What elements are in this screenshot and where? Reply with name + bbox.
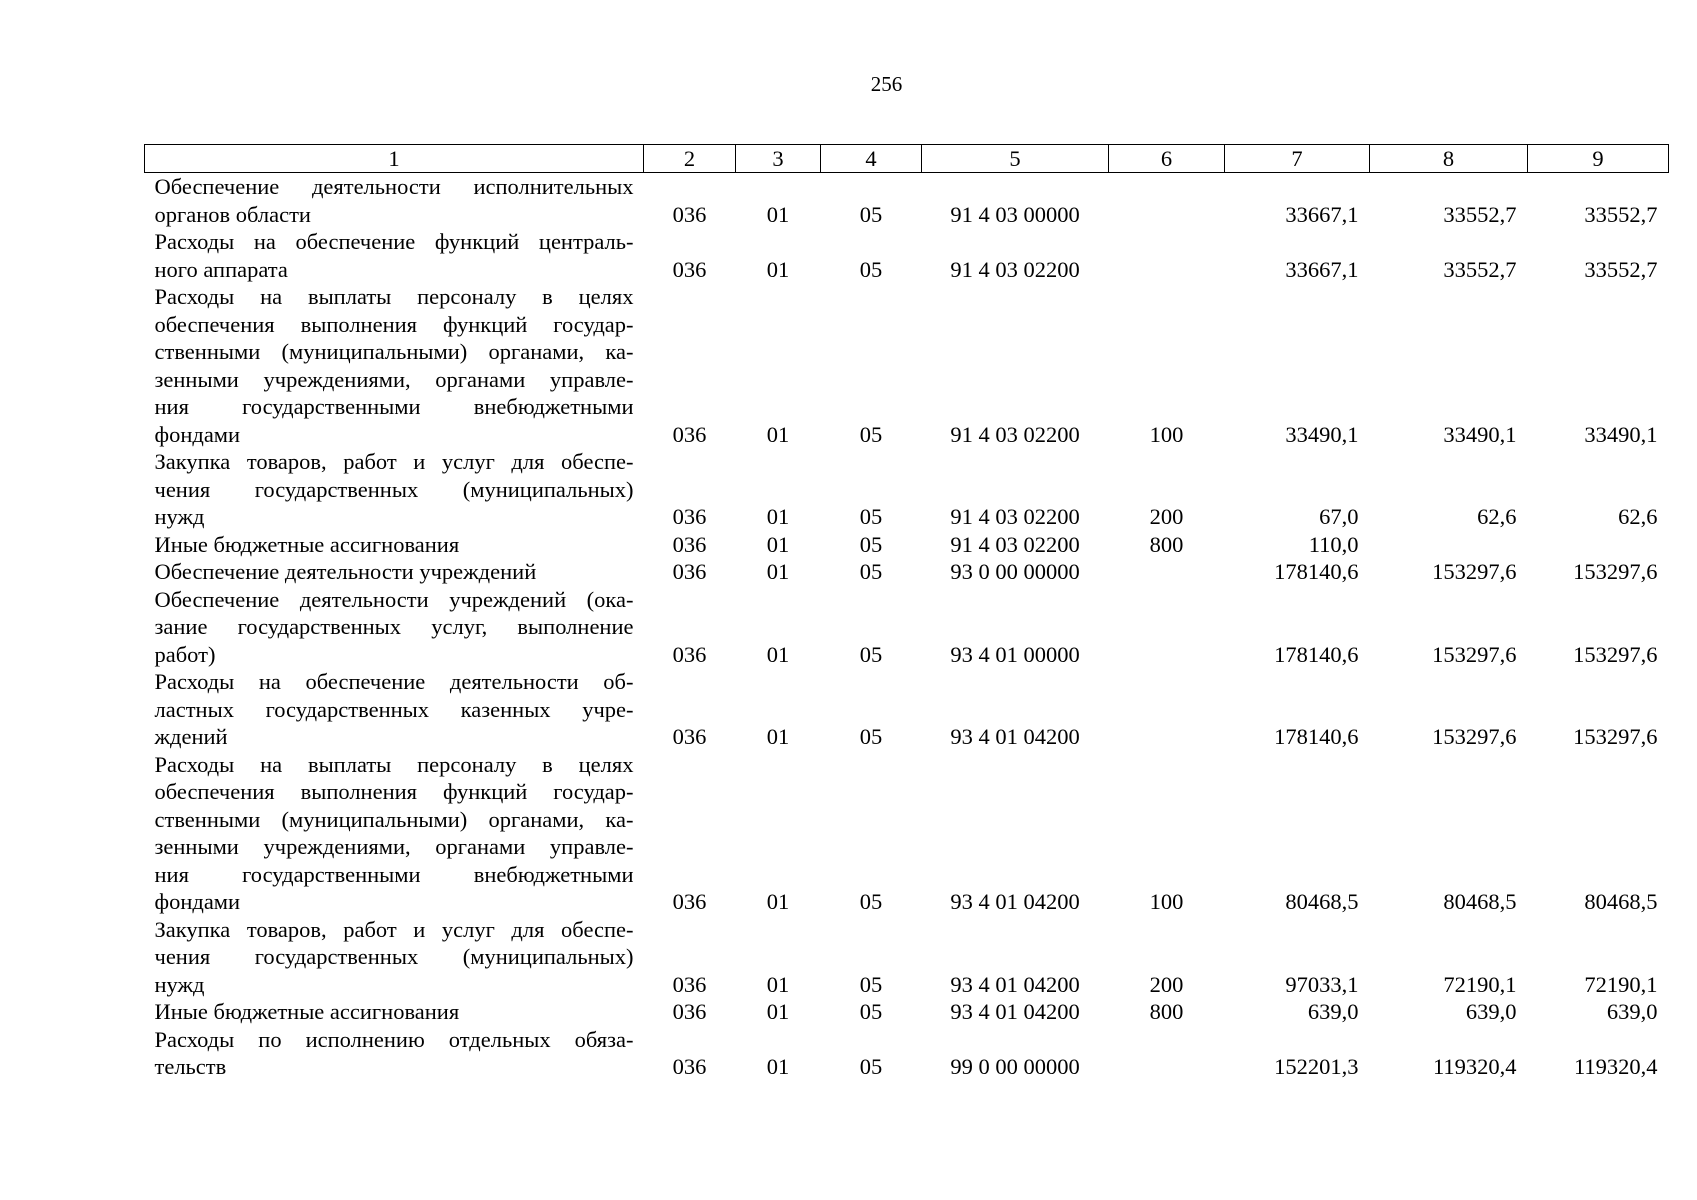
row-description <box>145 586 644 669</box>
section-code-cell: 01 <box>766 201 790 227</box>
amount-col9-cell: 119320,4 <box>1573 1054 1658 1079</box>
amount-col9-cell: 153297,6 <box>1573 724 1658 749</box>
row-description <box>145 668 644 751</box>
description-line: зенными учреждениями, органами управле- <box>154 834 634 859</box>
description-line: Иные бюджетные ассигнования <box>154 531 460 557</box>
row-description <box>145 531 644 559</box>
row-description <box>145 998 644 1026</box>
amount-col8-cell: 72190,1 <box>1443 971 1517 997</box>
expense-type-cell <box>1109 228 1225 283</box>
header-col-9: 9 <box>1528 145 1669 173</box>
section-code-cell: 01 <box>766 504 790 529</box>
ministry-code-cell: 036 <box>672 971 707 997</box>
amount-col8-cell: 33552,7 <box>1443 201 1517 227</box>
section-code-cell: 01 <box>766 559 790 584</box>
target-article-cell: 93 4 01 00000 <box>950 641 1080 667</box>
table-row <box>145 531 1669 559</box>
section-code-cell: 01 <box>766 1054 790 1079</box>
table-row <box>145 586 1669 669</box>
description-line: работ) <box>154 641 216 667</box>
ministry-code-cell: 036 <box>672 559 707 584</box>
table-row <box>145 173 1669 229</box>
description-line: органов области <box>154 201 311 227</box>
target-article-cell: 99 0 00 00000 <box>950 1054 1080 1079</box>
header-col-7: 7 <box>1225 145 1370 173</box>
amount-col8-cell: 639,0 <box>1465 999 1517 1024</box>
target-article-cell: 91 4 03 02200 <box>950 421 1080 447</box>
amount-col9-cell: 33490,1 <box>1584 421 1658 447</box>
expense-type-cell: 100 <box>1149 421 1184 447</box>
subsection-code-cell: 05 <box>859 971 883 997</box>
description-line: ного аппарата <box>154 256 288 282</box>
amount-col8-cell: 33552,7 <box>1443 256 1517 282</box>
page-number: 256 <box>870 72 903 96</box>
description-line: Обеспечение деятельности учреждений <box>154 559 537 584</box>
header-row <box>145 145 1669 173</box>
subsection-code-cell: 05 <box>859 559 883 584</box>
table-row <box>145 558 1669 586</box>
row-description <box>145 751 644 916</box>
table-body <box>145 173 1669 1081</box>
description-line: Расходы на выплаты персоналу в целях <box>154 751 634 777</box>
ministry-code-cell: 036 <box>672 201 707 227</box>
amount-col9-cell: 72190,1 <box>1584 971 1658 997</box>
description-line: Расходы на выплаты персоналу в целях <box>154 284 634 309</box>
expense-type-cell <box>1109 558 1225 586</box>
row-description <box>145 283 644 448</box>
amount-col8-cell: 119320,4 <box>1432 1054 1517 1079</box>
amount-col8-cell: 62,6 <box>1477 504 1517 529</box>
target-article-cell: 93 4 01 04200 <box>950 971 1080 997</box>
section-code-cell: 01 <box>766 724 790 749</box>
section-code-cell: 01 <box>766 421 790 447</box>
description-line: ственными (муниципальными) органами, ка- <box>154 339 634 364</box>
header-col-3: 3 <box>736 145 821 173</box>
target-article-cell: 91 4 03 02200 <box>950 504 1080 529</box>
amount-col7-cell: 33667,1 <box>1285 201 1359 227</box>
amount-col7-cell: 80468,5 <box>1285 889 1359 914</box>
amount-col8-cell: 33490,1 <box>1443 421 1517 447</box>
table-row <box>145 283 1669 448</box>
amount-col7-cell: 33667,1 <box>1285 256 1359 282</box>
amount-col9-cell: 80468,5 <box>1584 889 1658 914</box>
amount-col7-cell: 97033,1 <box>1285 971 1359 997</box>
ministry-code-cell: 036 <box>672 889 707 914</box>
description-line: обеспечения выполнения функций государ- <box>154 311 634 337</box>
description-line: ственными (муниципальными) органами, ка- <box>154 806 634 832</box>
expense-type-cell: 200 <box>1149 504 1184 529</box>
amount-col7-cell: 178140,6 <box>1274 724 1359 749</box>
expense-type-cell: 100 <box>1149 889 1184 914</box>
description-line: обеспечения выполнения функций государ- <box>154 779 634 804</box>
subsection-code-cell: 05 <box>859 531 883 557</box>
expense-type-cell: 200 <box>1149 971 1184 997</box>
amount-col9-cell: 33552,7 <box>1584 201 1658 227</box>
description-line: Расходы на обеспечение функций централь- <box>154 229 634 254</box>
target-article-cell: 91 4 03 02200 <box>950 531 1080 557</box>
section-code-cell: 01 <box>766 641 790 667</box>
row-description <box>145 1026 644 1081</box>
table-header <box>145 145 1669 173</box>
amount-col9-cell: 639,0 <box>1606 999 1658 1024</box>
description-line: ния государственными внебюджетными <box>154 861 634 887</box>
description-line: Иные бюджетные ассигнования <box>154 999 460 1024</box>
expense-type-cell <box>1109 173 1225 229</box>
row-description <box>145 916 644 999</box>
description-line: чения государственных (муниципальных) <box>154 476 634 502</box>
description-line: Расходы по исполнению отдельных обяза- <box>154 1026 634 1052</box>
row-description <box>145 173 644 229</box>
amount-col7-cell: 178140,6 <box>1274 559 1359 584</box>
description-line: нужд <box>154 504 205 529</box>
description-line: фондами <box>154 421 241 447</box>
description-line: зание государственных услуг, выполнение <box>154 614 634 639</box>
ministry-code-cell: 036 <box>672 256 707 282</box>
ministry-code-cell: 036 <box>672 504 707 529</box>
amount-col8-cell: 153297,6 <box>1432 724 1517 749</box>
description-line: Обеспечение деятельности исполнительных <box>154 174 634 199</box>
amount-col9-cell: 153297,6 <box>1573 641 1658 667</box>
target-article-cell: 93 4 01 04200 <box>950 724 1080 749</box>
subsection-code-cell: 05 <box>859 201 883 227</box>
description-line: Обеспечение деятельности учреждений (ока- <box>154 586 634 612</box>
table-row <box>145 668 1669 751</box>
subsection-code-cell: 05 <box>859 889 883 914</box>
target-article-cell: 93 4 01 04200 <box>950 889 1080 914</box>
expense-type-cell <box>1109 586 1225 669</box>
expense-type-cell: 800 <box>1149 531 1184 557</box>
description-line: чения государственных (муниципальных) <box>154 944 634 969</box>
amount-col9-cell: 33552,7 <box>1584 256 1658 282</box>
description-line: Закупка товаров, работ и услуг для обеспе- <box>154 449 634 474</box>
description-line: Закупка товаров, работ и услуг для обеспе- <box>154 916 634 942</box>
section-code-cell: 01 <box>766 256 790 282</box>
table-row <box>145 448 1669 531</box>
section-code-cell: 01 <box>766 531 790 557</box>
expense-type-cell <box>1109 668 1225 751</box>
header-col-1: 1 <box>145 145 644 173</box>
header-col-5: 5 <box>922 145 1109 173</box>
table-row <box>145 1026 1669 1081</box>
description-line: ждений <box>154 724 228 749</box>
amount-col7-cell: 639,0 <box>1307 999 1359 1024</box>
description-line: Расходы на обеспечение деятельности об- <box>154 669 634 694</box>
subsection-code-cell: 05 <box>859 421 883 447</box>
section-code-cell: 01 <box>766 999 790 1024</box>
section-code-cell: 01 <box>766 889 790 914</box>
amount-col7-cell: 67,0 <box>1319 504 1359 529</box>
ministry-code-cell: 036 <box>672 531 707 557</box>
header-col-4: 4 <box>821 145 922 173</box>
target-article-cell: 91 4 03 02200 <box>950 256 1080 282</box>
amount-col8-cell <box>1370 531 1528 559</box>
amount-col9-cell: 62,6 <box>1618 504 1658 529</box>
amount-col8-cell: 153297,6 <box>1432 559 1517 584</box>
table-row <box>145 998 1669 1026</box>
row-description <box>145 228 644 283</box>
amount-col8-cell: 80468,5 <box>1443 889 1517 914</box>
description-line: тельств <box>154 1054 227 1079</box>
amount-col8-cell: 153297,6 <box>1432 641 1517 667</box>
row-description <box>145 448 644 531</box>
description-line: ластных государственных казенных учре- <box>154 696 634 722</box>
description-line: фондами <box>154 889 241 914</box>
ministry-code-cell: 036 <box>672 1054 707 1079</box>
description-line: зенными учреждениями, органами управле- <box>154 366 634 392</box>
expense-type-cell <box>1109 1026 1225 1081</box>
subsection-code-cell: 05 <box>859 256 883 282</box>
target-article-cell: 93 4 01 04200 <box>950 999 1080 1024</box>
table-row <box>145 751 1669 916</box>
budget-table <box>144 144 1669 1081</box>
ministry-code-cell: 036 <box>672 724 707 749</box>
amount-col7-cell: 33490,1 <box>1285 421 1359 447</box>
amount-col7-cell: 110,0 <box>1308 531 1359 557</box>
ministry-code-cell: 036 <box>672 641 707 667</box>
header-col-6: 6 <box>1109 145 1225 173</box>
amount-col9-cell: 153297,6 <box>1573 559 1658 584</box>
amount-col7-cell: 178140,6 <box>1274 641 1359 667</box>
ministry-code-cell: 036 <box>672 999 707 1024</box>
section-code-cell: 01 <box>766 971 790 997</box>
subsection-code-cell: 05 <box>859 504 883 529</box>
header-col-2: 2 <box>644 145 736 173</box>
ministry-code-cell: 036 <box>672 421 707 447</box>
expense-type-cell: 800 <box>1149 999 1184 1024</box>
target-article-cell: 93 0 00 00000 <box>950 559 1080 584</box>
header-col-8: 8 <box>1370 145 1528 173</box>
amount-col9-cell <box>1528 531 1669 559</box>
subsection-code-cell: 05 <box>859 724 883 749</box>
table-row <box>145 916 1669 999</box>
subsection-code-cell: 05 <box>859 1054 883 1079</box>
subsection-code-cell: 05 <box>859 641 883 667</box>
row-description <box>145 558 644 586</box>
description-line: нужд <box>154 971 205 997</box>
description-line: ния государственными внебюджетными <box>154 394 634 419</box>
target-article-cell: 91 4 03 00000 <box>950 201 1080 227</box>
subsection-code-cell: 05 <box>859 999 883 1024</box>
table-row <box>145 228 1669 283</box>
amount-col7-cell: 152201,3 <box>1274 1054 1359 1079</box>
